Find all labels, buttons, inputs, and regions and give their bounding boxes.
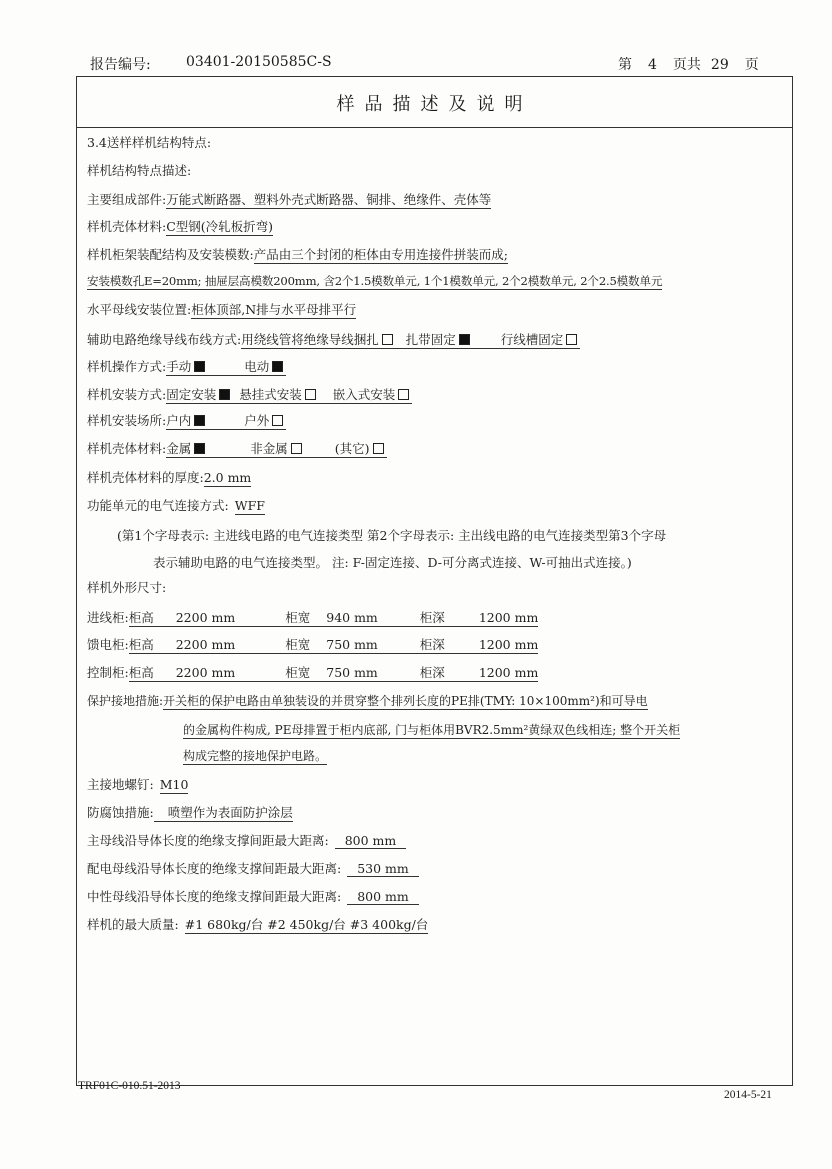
cabinet-width-label: 柜宽 bbox=[285, 665, 311, 680]
wiring-label: 辅助电路绝缘导线布线方式: bbox=[87, 332, 242, 347]
checkbox-unchecked-icon bbox=[373, 443, 384, 454]
cabinet-height-label: 柜高 bbox=[128, 665, 154, 680]
dist-bus-row bbox=[87, 859, 419, 877]
checkbox-checked-icon bbox=[194, 415, 205, 426]
thickness-row bbox=[87, 468, 251, 486]
checkbox-unchecked-icon bbox=[305, 389, 316, 400]
checkbox-unchecked-icon bbox=[382, 334, 393, 345]
connection-row bbox=[87, 496, 265, 514]
cabinet-dims bbox=[129, 637, 539, 654]
cabinet-height: 2200 mm bbox=[175, 610, 236, 625]
operation-row bbox=[87, 357, 286, 375]
dist-bus-label: 配电母线沿导体长度的绝缘支撑间距最大距离: bbox=[87, 861, 342, 876]
install-label: 样机安装方式: bbox=[87, 387, 167, 402]
dist-bus-value: 530 mm bbox=[347, 861, 419, 877]
connection-note-1: (第1个字母表示: 主进线电路的电气连接类型 第2个字母表示: 主出线电路的电气连接类型第3个字母 bbox=[117, 528, 667, 543]
cabinet-height-label: 柜高 bbox=[128, 637, 154, 652]
checkbox-unchecked-icon bbox=[398, 389, 409, 400]
earth-line-2: 的金属构件构成, PE母排置于柜内底部, 门与柜体用BVR2.5mm²黄绿双色线相连; 整个开关柜 bbox=[183, 723, 681, 737]
cabinet-depth: 1200 mm bbox=[478, 637, 539, 652]
site-opt1: 户内 bbox=[166, 413, 192, 428]
checkbox-checked-icon bbox=[272, 361, 283, 372]
neutral-bus-label: 中性母线沿导体长度的绝缘支撑间距最大距离: bbox=[87, 889, 342, 904]
earth-line-1: 开关柜的保护电路由单独装设的并贯穿整个排列长度的PE排(TMY: 10×100mm²)和可导电 bbox=[163, 694, 648, 708]
wiring-options bbox=[241, 332, 580, 349]
cabinet-dims bbox=[129, 610, 539, 627]
checkbox-checked-icon bbox=[194, 361, 205, 372]
section-title: 样品描述及说明 bbox=[336, 94, 533, 115]
mass-row bbox=[87, 915, 428, 933]
busbar-label: 水平母线安装位置: bbox=[87, 302, 192, 317]
neutral-bus-value: 800 mm bbox=[347, 889, 419, 905]
wiring-opt1: 用绕线管将绝缘导线捆扎 bbox=[241, 332, 379, 347]
wiring-opt3: 行线槽固定 bbox=[500, 332, 564, 347]
dimensions-label: 样机外形尺寸: bbox=[87, 580, 167, 595]
assembly-value: 产品由三个封闭的柜体由专用连接件拼装而成; bbox=[253, 247, 508, 262]
site-label: 样机安装场所: bbox=[87, 413, 167, 428]
bolt-row bbox=[87, 775, 188, 793]
neutral-bus-row bbox=[87, 887, 419, 905]
title-row bbox=[77, 77, 792, 128]
site-opt2: 户外 bbox=[244, 413, 270, 428]
cabinet-row bbox=[87, 608, 538, 626]
components-value: 万能式断路器、塑料外壳式断路器、铜排、绝缘件、壳体等 bbox=[166, 192, 492, 207]
components-label: 主要组成部件: bbox=[87, 192, 167, 207]
cabinet-row bbox=[87, 635, 538, 653]
checkbox-checked-icon bbox=[219, 389, 230, 400]
cabinet-row bbox=[87, 663, 538, 681]
connection-note-2: 表示辅助电路的电气连接类型。 注: F-固定连接、D-可分离式连接、W-可抽出式连接。) bbox=[153, 555, 632, 570]
material-label: 样机壳体材料: bbox=[87, 441, 167, 456]
cabinet-name: 控制柜: bbox=[87, 665, 129, 680]
checkbox-unchecked-icon bbox=[272, 415, 283, 426]
operation-options bbox=[166, 359, 286, 376]
cabinet-height: 2200 mm bbox=[175, 665, 236, 680]
report-date: 2014-5-21 bbox=[724, 1089, 772, 1101]
checkbox-checked-icon bbox=[194, 443, 205, 454]
wiring-opt2: 扎带固定 bbox=[405, 332, 456, 347]
page-current: 4 bbox=[648, 57, 657, 73]
assembly-label: 样机柜架装配结构及安装模数: bbox=[87, 247, 254, 262]
page-suffix: 页 bbox=[744, 57, 759, 73]
site-row bbox=[87, 411, 286, 429]
install-options bbox=[166, 387, 412, 404]
operation-opt1: 手动 bbox=[166, 359, 192, 374]
checkbox-unchecked-icon bbox=[566, 334, 577, 345]
material-opt1: 金属 bbox=[166, 441, 192, 456]
page-indicator bbox=[618, 54, 759, 74]
shell-label: 样机壳体材料: bbox=[87, 219, 167, 234]
connection-label: 功能单元的电气连接方式: bbox=[87, 498, 229, 513]
mass-value: #1 680kg/台 #2 450kg/台 #3 400kg/台 bbox=[184, 917, 429, 932]
cabinet-width: 750 mm bbox=[326, 637, 378, 652]
corrosion-value: 喷塑作为表面防护涂层 bbox=[154, 805, 293, 822]
cabinet-width: 750 mm bbox=[326, 665, 378, 680]
bolt-value: M10 bbox=[159, 777, 189, 792]
shell-row bbox=[87, 217, 273, 235]
cabinet-height: 2200 mm bbox=[175, 637, 236, 652]
main-bus-row bbox=[87, 831, 406, 849]
cabinet-width-label: 柜宽 bbox=[285, 610, 311, 625]
install-opt3: 嵌入式安装 bbox=[332, 387, 396, 402]
checkbox-unchecked-icon bbox=[291, 443, 302, 454]
main-bus-label: 主母线沿导体长度的绝缘支撑间距最大距离: bbox=[87, 833, 329, 848]
operation-label: 样机操作方式: bbox=[87, 359, 167, 374]
busbar-row bbox=[87, 300, 356, 318]
bolt-label: 主接地螺钉: bbox=[87, 777, 154, 792]
install-opt1: 固定安装 bbox=[166, 387, 217, 402]
corrosion-row bbox=[87, 803, 293, 821]
cabinet-dims bbox=[129, 665, 539, 682]
busbar-value: 柜体顶部,N排与水平母排平行 bbox=[191, 302, 357, 317]
earth-line-3-row bbox=[183, 747, 327, 764]
earth-row bbox=[87, 692, 648, 709]
earth-line-2-row bbox=[183, 721, 680, 738]
install-opt2: 悬挂式安装 bbox=[239, 387, 302, 402]
cabinet-width: 940 mm bbox=[326, 610, 378, 625]
cabinet-depth: 1200 mm bbox=[478, 665, 539, 680]
components-row bbox=[87, 190, 491, 208]
main-bus-value: 800 mm bbox=[335, 833, 407, 849]
material-options bbox=[166, 441, 386, 458]
report-number: 03401-20150585C-S bbox=[186, 54, 332, 70]
earth-line-3: 构成完整的接地保护电路。 bbox=[183, 749, 328, 763]
form-code: TRF01C-010.51-2013 bbox=[78, 1080, 181, 1092]
cabinet-depth-label: 柜深 bbox=[419, 610, 445, 625]
cabinet-depth-label: 柜深 bbox=[419, 637, 445, 652]
corrosion-label: 防腐蚀措施: bbox=[87, 805, 154, 820]
module-row bbox=[87, 273, 662, 289]
page-mid: 页共 bbox=[672, 57, 701, 73]
site-options bbox=[166, 413, 286, 430]
cabinet-height-label: 柜高 bbox=[128, 610, 154, 625]
operation-opt2: 电动 bbox=[244, 359, 270, 374]
mass-label: 样机的最大质量: bbox=[87, 917, 179, 932]
material-opt3: (其它) bbox=[334, 441, 370, 456]
cabinet-depth: 1200 mm bbox=[478, 610, 539, 625]
shell-value: C型钢(冷轧板折弯) bbox=[166, 219, 274, 234]
thickness-value: 2.0 mm bbox=[203, 470, 252, 485]
cabinet-depth-label: 柜深 bbox=[419, 665, 445, 680]
module-value: 安装模数孔E=20mm; 抽屉层高模数200mm, 含2个1.5模数单元, 1个1模数单元, 2个2模数单元, 2个2.5模数单元 bbox=[87, 274, 663, 288]
assembly-row bbox=[87, 245, 508, 263]
cabinet-name: 馈电柜: bbox=[87, 637, 129, 652]
connection-value: WFF bbox=[234, 498, 265, 513]
cabinet-name: 进线柜: bbox=[87, 610, 129, 625]
wiring-row bbox=[87, 330, 580, 348]
desc-label: 样机结构特点描述: bbox=[87, 163, 192, 178]
page-total: 29 bbox=[710, 57, 729, 73]
material-opt2: 非金属 bbox=[250, 441, 288, 456]
report-frame bbox=[76, 76, 793, 1086]
heading: 3.4送样样机结构特点: bbox=[87, 135, 212, 150]
material-row bbox=[87, 439, 387, 457]
report-number-label: 报告编号: bbox=[90, 57, 151, 73]
thickness-label: 样机壳体材料的厚度: bbox=[87, 470, 204, 485]
cabinet-width-label: 柜宽 bbox=[285, 637, 311, 652]
page-prefix: 第 bbox=[618, 57, 632, 73]
install-row bbox=[87, 385, 412, 403]
earth-label: 保护接地措施: bbox=[87, 694, 164, 708]
checkbox-checked-icon bbox=[459, 334, 470, 345]
